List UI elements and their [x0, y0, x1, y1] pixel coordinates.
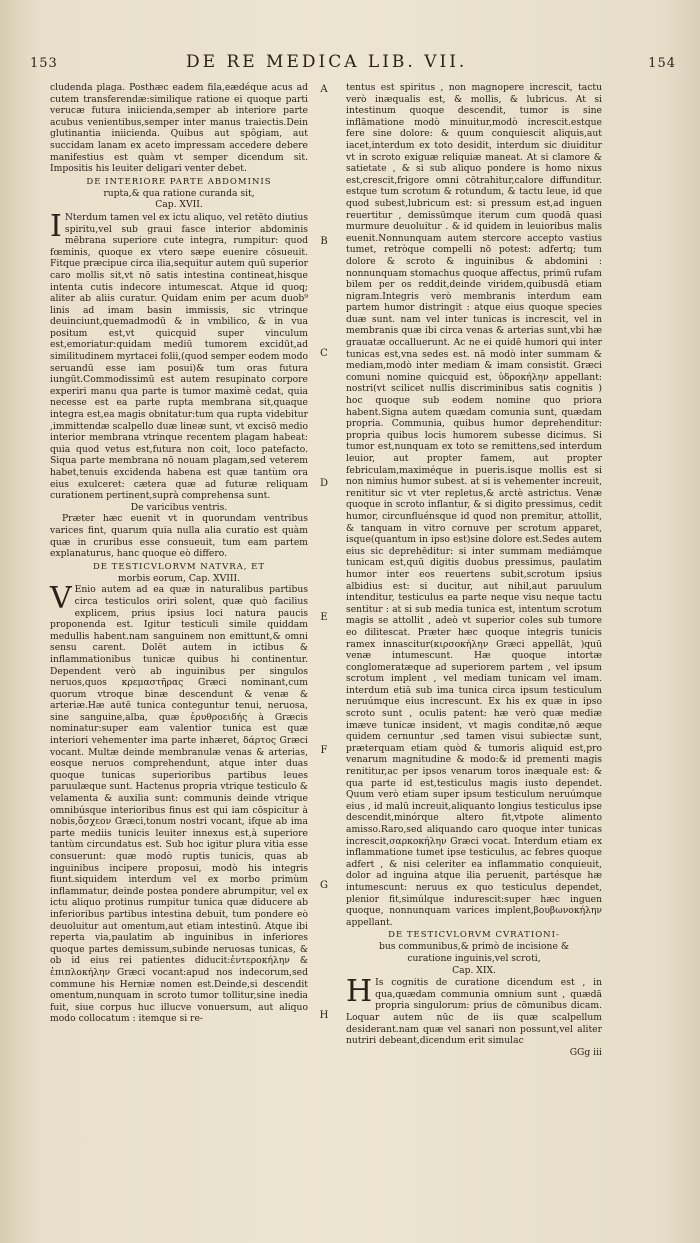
section-subheading: rupta,& qua ratione curanda sit,: [103, 187, 255, 199]
section-heading: DE TESTICVLORVM NATVRA, ET: [92, 561, 266, 572]
paragraph-text: Nterdum tamen vel ex ictu aliquo, vel retēto diutius spiritu,vel sub graui fasce interior abdominis mēbrana superiore cute integra, rumpitur: quod fœminis, quoque ex vtero sæpe euenire cōsueuit. Fitque præcipue circa ilia,sequitur autem quū superior caro mollis sit,vt nō satis intestina contineat,hisque intenta cutis indecore intumescat. Atque id quoq; aliter ab aliis curatur. Quidam enim per acum duob⁹ linis ad imam basin immissis, sic vtrinque deuinciunt,quemadmodū & in vmbilico, & in vua positum est,vt quicquid super vinculum est,emoriatur:quidam mediū tumorem excidūt,ad similitudinem myrtacei folii,(quod semper eodem modo seruandū esse iam posui)& tum oras futura iungūt.Commodissimū est autem resupinato corpore experiri manu qua parte is tumor maximè cedat, quia necesse est ea parte rupta membrana sit,quaque integra est,ea magis obnitatur:tum qua rupta videbitur ,immittendæ scalpello duæ lineæ sunt, vt excisō medio interior membrana vtrinque recentem plagam habeat: quia quod vetus est,futura non coit, loco patefacto. Siqua parte membrana nō nouam plagam,sed veterem habet,tenuis excidenda habena est quæ tantùm ora eius exulceret: cætera quæ ad futuræ reliquam curationem pertinent,suprà comprehensa sunt.: [50, 211, 308, 502]
margin-letter: A: [320, 84, 328, 95]
paragraph-text: Is cognitis de curatione dicendum est , in qua,quædam communia omnium sunt , quædā propria singulorum: prius de cōmunibus dicam. Loquar autem nūc de iis quæ scalpellum desiderant.nam quæ vel sanari non possunt,vel aliter nutriri debeant,dicendum erit simulac: [346, 977, 602, 1047]
margin-letter: C: [320, 348, 328, 359]
margin-letter: F: [320, 745, 328, 756]
margin-letter: E: [320, 612, 328, 623]
margin-letter: B: [320, 236, 328, 247]
section-subheading: curatione inguinis,vel scroti,: [407, 952, 541, 964]
section-heading: DE TESTICVLORVM CVRATIONI-: [388, 930, 560, 941]
paragraph: [346, 974, 602, 1047]
page-number-right: 154: [648, 56, 676, 71]
running-title: DE RE MEDICA LIB. VII.: [186, 52, 468, 72]
right-column: [346, 82, 602, 1058]
section-subheading: De varicibus ventris.: [130, 501, 228, 513]
page-number-left: 153: [30, 56, 58, 71]
section-heading: DE INTERIORE PARTE ABDOMINIS: [86, 176, 272, 187]
signature-mark: GGg iii: [569, 1046, 602, 1058]
drop-cap: V: [50, 581, 72, 617]
margin-letter: D: [319, 478, 329, 489]
left-column: [50, 82, 308, 1025]
margin-letter: G: [320, 880, 328, 891]
running-header: [26, 52, 676, 76]
paragraph: Præter hæc euenit vt in quorundam ventribus varices fint, quarum quia nulla alia curatio est quàm quæ in cruribus esse consueuit, tum eam partem explanaturus, hanc quoque eò differo.: [50, 513, 308, 560]
paragraph-text: Enio autem ad ea quæ in naturalibus partibus circa testiculos oriri solent, quæ quò facilius explicem, prius ipsius loci natura paucis proponenda est. Igitur testiculi simile quiddam medullis habent.nam sanguinem non emittunt,& omni sensu carent. Dolēt autem in ictibus & inflammationibus tunicæ quibus hi continentur. Dependent verò ab inguinibus per singulos neruos,quos κρεμαστῆρας Græci nominant,cum quorum vtroque binæ descendunt & venæ & arteriæ.Hæ autē tunica conteguntur tenui, neruosa, sine sanguine,alba, quæ ἐρυθροειδής à Græcis nominatur:super eam valentior tunica est quæ interiori vehementer ima parte inhæret, δάρτος Græci vocant. Multæ deinde membranulæ venas & arterias, eosque neruos comprehendunt, atque inter duas quoque tunicas superioribus partibus leues paruulæque sunt. Hactenus propria vtrique testiculo & velamenta & auxilia sunt: communis deinde vtrique omnibúsque interioribus finus est qui iam cōspicitur à nobis,ὄσχεον Græci,tonum nostri vocant, ifque ab ima parte mediis tunicis leuiter innexus est,à superiore tantùm circundatus est. Sub hoc igitur plura vitia esse consuerunt: quæ modò ruptis tunicis, quas ab inguinibus incipere proposui, modò his integris fiunt.siquidem interdum vel ex morbo primùm inflammatur, deinde postea pondere abrumpitur, vel ex ictu aliquo protinus rumpitur tunica quæ diducere ab inferioribus partibus intestina debuit, tum pondere eò deuoluitur aut omentum,aut etiam intestinū. Atque ibi reperta via,paulatim ab inguinibus in inferiores quoque partes demissum,subinde neruosas tunicas, & ob id eius rei patientes diducit:ἐντεροκήλην & ἐπιπλοκήλην Græci vocant:apud nos indecorum,sed commune his Herniæ nomen est.Deinde,si descendit omentum,nunquam in scroto tumor tollitur,sine inedia fuit, siue corpus huc illucve vonuersum, aut aliquo modo collocatum : itemque si re-: [50, 584, 308, 1025]
drop-cap: H: [346, 974, 373, 1010]
chapter-number: Cap. XVII.: [155, 199, 203, 211]
section-subheading: bus communibus,& primò de incisione &: [378, 941, 570, 953]
paragraph: [50, 581, 308, 1025]
paragraph: tentus est spiritus , non magnopere increscit, tactu verò inæqualis est, & mollis, & lubricus. At si intestinum quoque descendit, tumor is sine inflāmatione modò minuitur,modò increscit.estque fere sine dolore: & quum conquiescit aliquis,aut iacet,interdum ex toto desidit, interdum sic diuiditur vt in scroto exiguæ reliquiæ maneat. At si clamore & satietate , & si sub aliquo pondere is homo nixus est,crescit,frigore omni cōtrahitur,calore diffunditur. estque tum scrotum & rotundum, & tactu leue, id que quod subest,lubricum est: si pressum est,ad inguen reuertitur , demissūmque iterum cum quodā quasi murmure deuoluitur . & id quidem in leuioribus malis euenit.Nonnunquam autem stercore accepto vastius tumet, retròque compelli nō potest: adfertq; tum dolore & scroto & inguinibus & abdomini : nonnunquam stomachus quoque affectus, primū rufam bilem per os reddit,deinde viridem,quibusdā etiam nigram.Integris verò membranis interdum eam partem humor distringit : atque eius quoque species duæ sunt. nam vel inter tunicas is increscit, vel in membranis quæ ibi circa venas & arterias sunt,vbi hæ grauatæ occalluerunt. Ac ne ei quidē humori qui inter tunicas est,vna sedes est. nā modò inter summam & mediam,modò inter mediam & imam consistit. Græci comuni nomine quicquid est, ὑδροκήλην appellant: nostri(vt scilicet nullis discriminibus satis cognitis ) hoc quoque sub eodem nomine quo priora habent.Signa autem quædam comunia sunt, quædam propria. Communia, quibus humor deprehenditur: propria quibus locis humorem subesse dicimus. Si tumor est,nunquam ex toto se remittens,sed interdum leuior, aut propter famem, aut propter febriculam,maximéque in pueris.isque mollis est si non nimius humor subest. at si is vehementer increuit, renititur sic vt vter repletus,& arctè astrictus. Venæ quoque in scroto inflantur, & si digito pressimus, cedit humor, circunfluénsque id quod non premitur, attollit, & tanquam in vitro cornuve per scrotum apparet, isque(quantum in ipso est)sine dolore est.Sedes autem eius sic deprehēditur: si inter summam mediámque tunicam est,quū digitis duobus pressimus, paulatim humor inter eos reuertens subit,scrotum ipsius albidius est: si ducitur, aut nihil,aut paruulum intenditur, testiculus ea parte neque visu neque tactu sentitur : at si sub media tunica est, intentum scrotum magis se attollit , adeò vt superior coles sub tumore eo dilitescat. Præter hæc quoque integris tunicis ramex innascitur(κιρσοκήλην Græci appellāt, )quū venæ intumescunt. Hæ quoque intortæ conglomeratæque ad superiorem partem , vel ipsum scrotum implent , vel mediam tunicam vel imam. interdum etiā sub ima tunica circa ipsum testiculum neruúmque eius increscunt. Ex his ex quæ in ipso scroto sunt , oculis patent: hæ verò quæ mediæ imæve tunicæ insident, vt magis conditæ,nō æque quidem cernuntur ,sed tamen visui subiectæ sunt, præterquam etiam quòd & tumoris aliquid est,pro venarum magnitudine & modo:& id prementi magis renititur,ac per ipsos venarum toros inæquale est: & qua parte id est,testiculus magis iusto dependet. Quum verò etiam super ipsum testiculum neruúmque eius , id malū increuit,aliquanto longius testiculus ipse descendit,minórque altero fit,vtpote alimento amisso.Raro,sed aliquando caro quoque inter tunicas increscit,σαρκοκήλην Græci vocat. Interdum etiam ex inflammatione tumet ipse testiculus, ac febres quoque adfert , & nisi celeriter ea inflammatio conquieuit, dolor ad inguina atque ilia peruenit, partésque hæ intumescunt: neruus ex quo testiculus dependet, plenior fit,simúlque indurescit:super hæc inguen quoque, nonnunquam varices implent,βουβωνοκήλην appellant.: [346, 82, 602, 928]
section-subheading: morbis eorum, Cap. XVIII.: [117, 572, 241, 584]
chapter-number: Cap. XIX.: [452, 964, 496, 976]
paragraph: [50, 208, 308, 502]
margin-letter: H: [319, 1010, 329, 1021]
drop-cap: I: [50, 208, 62, 244]
paragraph: cludenda plaga. Posthæc eadem fila,eædéque acus ad cutem transferendæ:similique ratione ei quoque parti verucæ futura iniicienda,semper ab interiore parte acubus venientibus,semper inter manus traiectis.Dein glutinantia iniicienda. Quibus aut spôgiam, aut succidam lanam ex aceto impressam accedere debere manifestius est quàm vt semper dicendum sit. Impositis his leuiter deligari venter debet.: [50, 82, 308, 175]
